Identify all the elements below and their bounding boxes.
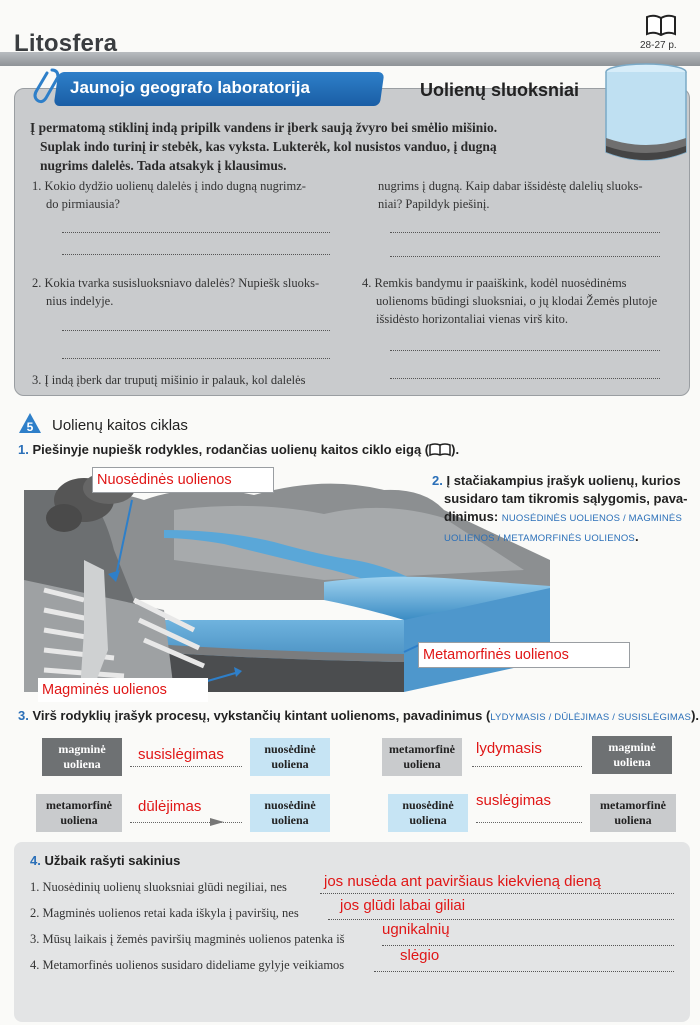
task-2 (432, 472, 690, 548)
label-igneous-rocks[interactable]: Magminės uolienos (38, 678, 208, 702)
rock-box-line: nuosėdinė (264, 798, 316, 812)
process-arrow-line (472, 766, 582, 767)
label-metamorphic-rocks[interactable]: Metamorfinės uolienos (418, 642, 630, 668)
book-icon (429, 443, 451, 456)
task-text: Į stačiakampius įrašyk uolienų, kurios (446, 473, 681, 488)
lab-intro-line: Į permatomą stiklinį indą pripilk vandens ir įberk saują žvyro bei smėlio mišinio. (30, 120, 498, 135)
task-line: susidaro tam tikromis sąlygomis, pava- (444, 491, 688, 506)
answer-line[interactable] (62, 330, 330, 331)
answer-line[interactable] (62, 232, 330, 233)
sentence-answer-3[interactable]: ugnikalnių (382, 921, 450, 938)
rock-box-line: uoliena (60, 813, 98, 827)
process-answer[interactable]: dūlėjimas (138, 798, 202, 815)
lab-intro-line: nugrims dalelės. Tada atsakyk į klausimus. (40, 158, 287, 173)
task-line (432, 508, 690, 528)
lab-tab-label: Jaunojo geografo laboratorija (70, 78, 310, 97)
task-text: dinimus: (444, 509, 499, 524)
rock-box-metamorphic (36, 794, 122, 832)
process-answer[interactable]: susislėgimas (138, 746, 224, 763)
rock-box-line: uoliena (63, 757, 101, 771)
rock-box-line: uoliena (271, 757, 309, 771)
task-line (432, 528, 690, 548)
rock-box-line: uoliena (614, 813, 652, 827)
question-line: 1. Kokio dydžio uolienų dalelės į indo dugną nugrimz- (32, 179, 306, 193)
lab-intro-line: Suplak indo turinį ir stebėk, kas vyksta. Lukterėk, kol nusistos vanduo, į dugną (40, 139, 497, 154)
task-number: 1. (18, 442, 29, 457)
rock-box-line: magminė (608, 740, 656, 754)
task-options: UOLIENOS / METAMORFINĖS UOLIENOS (444, 533, 635, 544)
rock-box-line: metamorfinė (46, 798, 112, 812)
rock-box-line: metamorfinė (600, 798, 666, 812)
rock-box-line: nuosėdinė (402, 798, 454, 812)
answer-line[interactable] (390, 350, 660, 351)
rock-box-igneous (42, 738, 122, 776)
task-text-end: ). (451, 442, 460, 457)
question-line: išsidėsto horizontaliai vienas virš kito. (376, 312, 568, 326)
lab-question-3: 3. Į indą įberk dar truputį mišinio ir palauk, kol dalelės (32, 373, 306, 387)
question-line: niai? Papildyk piešinį. (378, 197, 490, 211)
rock-box-line: metamorfinė (389, 742, 455, 756)
rock-box-metamorphic (590, 794, 676, 832)
answer-line[interactable] (390, 256, 660, 257)
arrow-head-icon (210, 816, 226, 828)
process-answer[interactable]: suslėgimas (476, 792, 552, 809)
task-options: NUOSĖDINĖS UOLIENOS / MAGMINĖS (501, 513, 682, 524)
answer-line (328, 919, 674, 920)
answer-line (374, 971, 674, 972)
lab-question-2 (32, 274, 319, 310)
rock-box-line: magminė (58, 742, 106, 756)
rock-box-line: uoliena (613, 755, 651, 769)
rock-box-igneous (592, 736, 672, 774)
question-line: 4. Remkis bandymu ir paaiškink, kodėl nuosėdinėms (362, 276, 627, 290)
answer-line (382, 945, 674, 946)
rock-box-sedimentary (250, 738, 330, 776)
lab-question-1 (32, 177, 306, 213)
paperclip-icon (30, 64, 64, 104)
rock-box-line: uoliena (409, 813, 447, 827)
task-number: 4. (30, 853, 41, 868)
sentence-1: 1. Nuosėdinių uolienų sluoksniai glūdi negiliai, nes (30, 880, 287, 894)
rock-box-line: nuosėdinė (264, 742, 316, 756)
question-line: do pirmiausia? (46, 197, 120, 211)
rock-box-sedimentary (388, 794, 468, 832)
question-line: nugrims į dugną. Kaip dabar išsidėstę dalelių sluoks- (378, 179, 643, 193)
task-line (432, 472, 690, 490)
task-text: Užbaik rašyti sakinius (44, 853, 181, 868)
process-arrow-line (476, 822, 582, 823)
section-number-badge (18, 412, 42, 434)
label-sedimentary-rocks[interactable]: Nuosėdinės uolienos (92, 467, 274, 493)
task-text-end: . (634, 529, 639, 544)
sentence-4: 4. Metamorfinės uolienos susidaro dideliame gylyje veikiamos (30, 958, 345, 972)
answer-line[interactable] (390, 232, 660, 233)
task-number: 2. (432, 473, 443, 488)
sentence-answer-1[interactable]: jos nusėda ant paviršiaus kiekvieną dieną (324, 873, 601, 890)
answer-line[interactable] (62, 254, 330, 255)
sentences-title (30, 853, 180, 868)
rock-box-line: uoliena (271, 813, 309, 827)
task-number: 3. (18, 708, 29, 723)
sentence-answer-4[interactable]: slėgio (400, 947, 440, 964)
answer-line[interactable] (62, 358, 330, 359)
sentence-answer-2[interactable]: jos glūdi labai giliai (340, 897, 466, 914)
section-title: Uolienų kaitos ciklas (52, 417, 188, 434)
rock-box-metamorphic (382, 738, 462, 776)
process-answer[interactable]: lydymasis (476, 740, 542, 757)
sentence-2: 2. Magminės uolienos retai kada iškyla į paviršių, nes (30, 906, 299, 920)
rock-box-sedimentary (250, 794, 330, 832)
section-number: 5 (26, 420, 34, 434)
answer-line (320, 893, 674, 894)
lab-title: Uolienų sluoksniai (420, 80, 580, 100)
lab-question-4 (362, 274, 657, 328)
sentence-3: 3. Mūsų laikais į žemės paviršių magminės uolienos patenka iš (30, 932, 345, 946)
answer-line[interactable] (390, 378, 660, 379)
book-icon (645, 14, 677, 36)
task-text-end: ). (691, 708, 700, 723)
question-line: uolienoms būdingi sluoksniai, o jų klodai Žemės plutoje (376, 294, 658, 308)
task-options: LYDYMASIS / DŪLĖJIMAS / SUSISLĖGIMAS (490, 712, 692, 723)
task-3 (18, 708, 699, 723)
task-1 (18, 442, 459, 457)
lab-question-3-continued (378, 177, 643, 213)
task-text: Virš rodyklių įrašyk procesų, vykstančių kintant uolienoms, pavadinimus ( (32, 708, 491, 723)
process-arrow-line (130, 766, 242, 767)
question-line: 2. Kokia tvarka susisluoksniavo dalelės? Nupiešk sluoks- (32, 276, 320, 290)
page-reference: 28-27 p. (640, 40, 677, 51)
beaker-icon (600, 60, 692, 168)
chapter-title: Litosfera (14, 30, 118, 57)
question-line: nius indelyje. (46, 294, 114, 308)
rock-box-line: uoliena (403, 757, 441, 771)
task-text: Piešinyje nupiešk rodykles, rodančias uolienų kaitos ciklo eigą ( (32, 442, 430, 457)
lab-intro (30, 118, 590, 175)
